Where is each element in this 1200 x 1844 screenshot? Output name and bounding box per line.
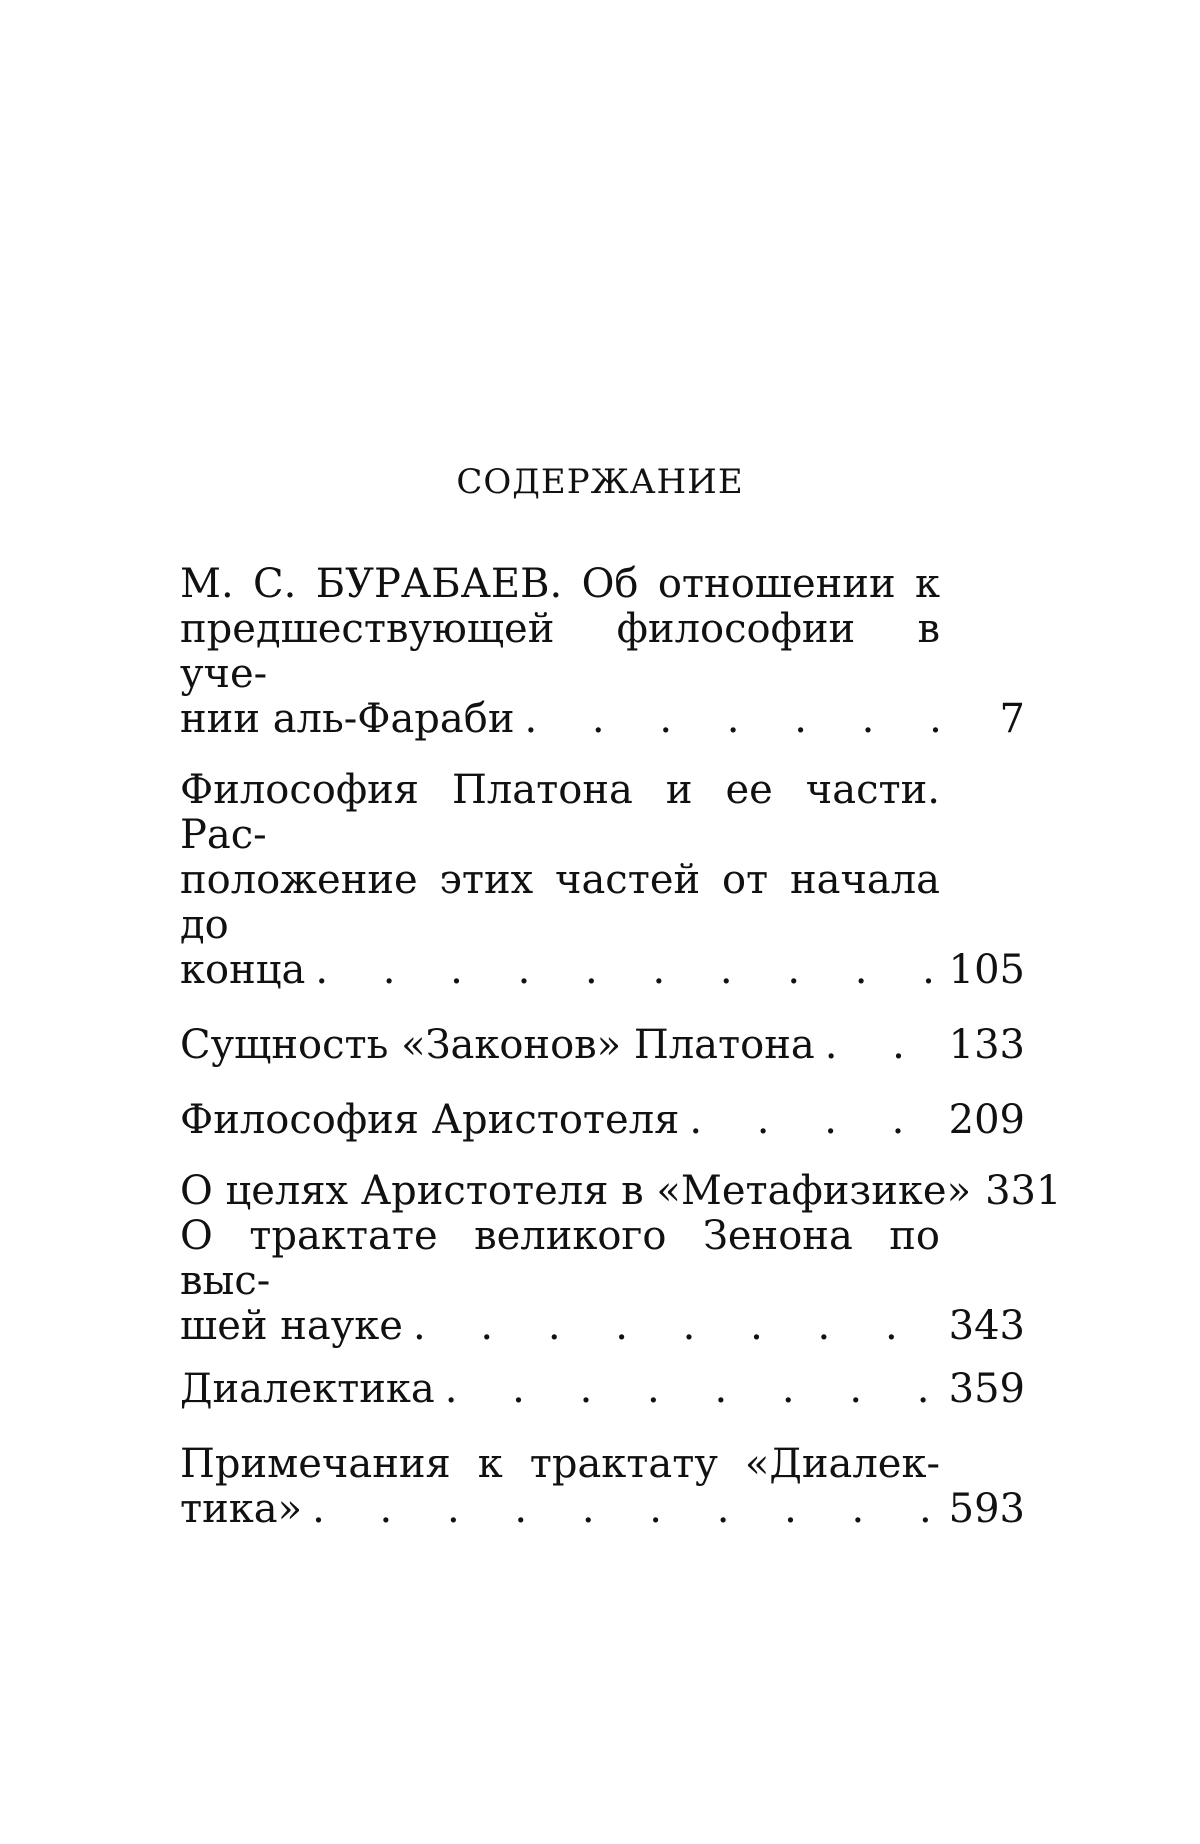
toc-entry-final-line [180,1304,1025,1349]
toc-entry-aristotle-metaphysics [180,1168,1062,1214]
toc-entry-line: предшествующей философии в уче- [180,607,940,697]
dot-leader [435,1367,945,1412]
toc-entry-line: шей науке [180,1303,403,1349]
toc-heading: СОДЕРЖАНИЕ [456,462,744,502]
toc-entry-final-line [180,1023,1025,1068]
dot-leader [815,1023,945,1068]
toc-entry-line: тика» [180,1486,303,1532]
page-number: 343 [948,1303,1025,1349]
toc-entry-plato-laws [180,1023,1025,1068]
page-number: 133 [948,1022,1025,1068]
toc-entry-line: О трактате великого Зенона по выс- [180,1214,940,1304]
table-of-contents [180,562,1062,1532]
dot-leader [971,1169,981,1214]
page-number: 359 [948,1366,1025,1412]
page-number: 209 [948,1097,1025,1143]
toc-entry-zeno [180,1214,1025,1349]
toc-entry-final-line [180,1098,1025,1143]
dot-leader [515,697,960,742]
toc-entry-line: О целях Аристотеля в «Метафизике» [180,1168,972,1214]
page-number: 7 [999,696,1025,742]
toc-entry-final-line [180,1367,1025,1412]
toc-entry-dialectics [180,1367,1025,1412]
toc-entry-line: Философия Аристотеля [180,1097,680,1143]
toc-entry-notes [180,1442,1025,1532]
toc-entry-line: Диалектика [180,1366,435,1412]
dot-leader [305,948,944,993]
toc-entry-plato-philosophy [180,768,1025,993]
page-number: 331 [985,1168,1062,1214]
toc-entry-line: положение этих частей от начала до [180,858,940,948]
toc-entry-line: Философия Платона и ее части. Рас- [180,768,940,858]
toc-entry-burabaev [180,562,1025,742]
toc-entry-final-line [180,948,1025,993]
toc-entry-final-line [180,1168,1062,1214]
page-number: 593 [948,1486,1025,1532]
toc-entry-final-line [180,1487,1025,1532]
toc-entry-final-line [180,697,1025,742]
dot-leader [302,1487,945,1532]
toc-entry-line: М. С. БУРАБАЕВ. Об отношении к [180,562,940,607]
dot-leader [403,1304,945,1349]
toc-entry-line: нии аль-Фараби [180,696,515,742]
toc-entry-line: Сущность «Законов» Платона [180,1022,815,1068]
toc-entry-aristotle-philosophy [180,1098,1025,1143]
dot-leader [679,1098,944,1143]
toc-entry-line: конца [180,947,306,993]
page-number: 105 [948,947,1025,993]
toc-entry-line: Примечания к трактату «Диалек- [180,1442,940,1487]
